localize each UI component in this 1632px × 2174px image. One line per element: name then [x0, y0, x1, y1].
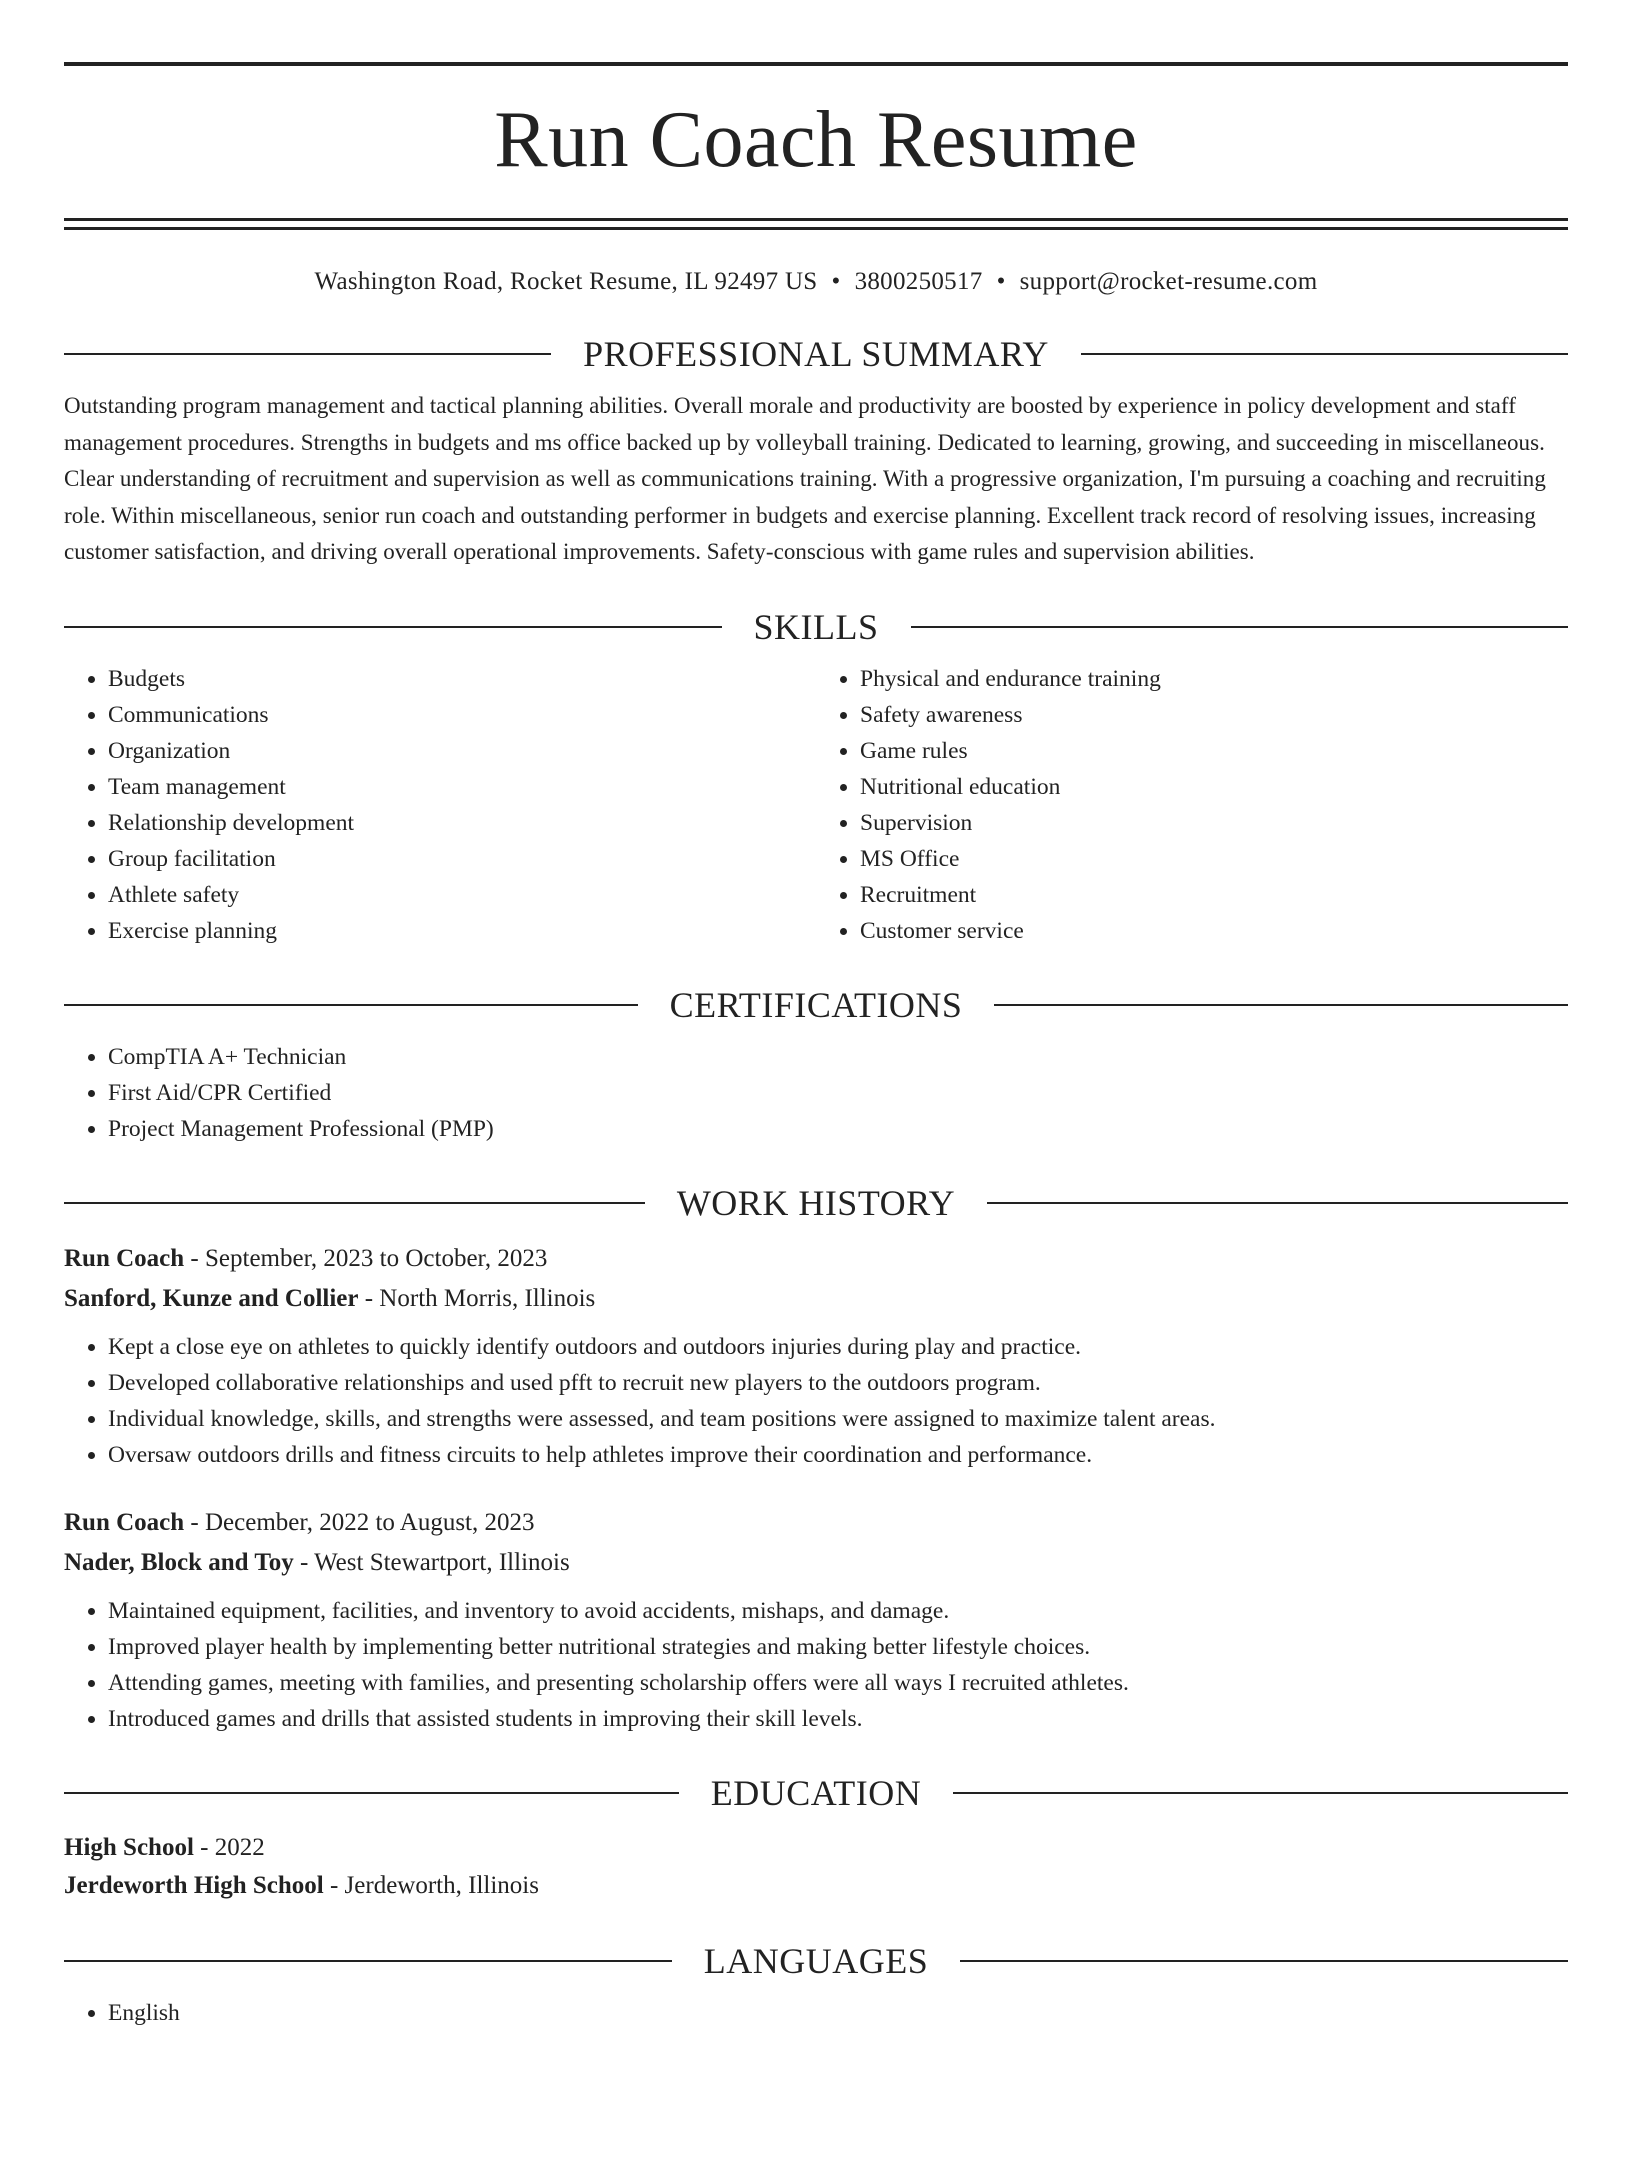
summary-heading: PROFESSIONAL SUMMARY — [583, 334, 1049, 374]
job-location: - West Stewartport, Illinois — [293, 1548, 570, 1576]
skill-item: • Safety awareness — [860, 697, 1568, 733]
job-entry — [64, 1503, 1568, 1737]
section-heading-summary — [64, 332, 1568, 376]
section-heading-languages — [64, 1939, 1568, 1983]
skill-item: • Budgets — [108, 661, 816, 697]
skill-item: • Game rules — [860, 733, 1568, 769]
job-location: - North Morris, Illinois — [358, 1284, 596, 1312]
job-bullet: • Introduced games and drills that assisted students in improving their skill levels. — [108, 1701, 1568, 1737]
job-bullet: • Kept a close eye on athletes to quickly identify outdoors and outdoors injuries during play and practice. — [108, 1329, 1568, 1365]
skill-item: • Organization — [108, 733, 816, 769]
skill-item: • Supervision — [860, 805, 1568, 841]
languages-heading: LANGUAGES — [703, 1940, 929, 1981]
section-heading-skills — [64, 605, 1568, 649]
job-company-line — [64, 1543, 1568, 1583]
heading-rule-right — [911, 626, 1569, 628]
skills-heading: SKILLS — [753, 606, 879, 647]
resume-page — [0, 62, 1632, 2174]
certifications-heading: CERTIFICATIONS — [669, 984, 963, 1025]
title-double-rule — [64, 218, 1568, 230]
job-bullets — [64, 1593, 1568, 1737]
certifications-block — [64, 1039, 1568, 1147]
education-location: - Jerdeworth, Illinois — [323, 1871, 539, 1899]
contact-separator: • — [996, 268, 1006, 295]
job-title-line — [64, 1239, 1568, 1279]
skill-item: • Athlete safety — [108, 877, 816, 913]
job-title-line — [64, 1503, 1568, 1543]
certification-item: • CompTIA A+ Technician — [108, 1039, 1568, 1075]
education-degree-line — [64, 1829, 1568, 1867]
section-heading-work — [64, 1181, 1568, 1225]
education-school-line — [64, 1867, 1568, 1905]
resume-title: Run Coach Resume — [494, 96, 1138, 184]
job-bullet: • Oversaw outdoors drills and fitness circuits to help athletes improve their coordination and performance. — [108, 1437, 1568, 1473]
heading-rule-right — [960, 1960, 1568, 1962]
heading-rule-left — [64, 1792, 679, 1794]
language-item: • English — [108, 1995, 1568, 2031]
contact-separator: • — [831, 268, 841, 295]
languages-list — [64, 1995, 1568, 2031]
job-title: Run Coach — [64, 1508, 185, 1536]
job-bullet: • Attending games, meeting with families, and presenting scholarship offers were all ways I recruited athletes. — [108, 1665, 1568, 1701]
education-heading: EDUCATION — [710, 1772, 922, 1813]
work-heading: WORK HISTORY — [676, 1182, 956, 1223]
skill-item: • Relationship development — [108, 805, 816, 841]
job-company: Nader, Block and Toy — [64, 1548, 294, 1576]
job-dates: - September, 2023 to October, 2023 — [184, 1244, 548, 1272]
job-bullets — [64, 1329, 1568, 1473]
heading-rule-left — [64, 626, 722, 628]
section-heading-education — [64, 1771, 1568, 1815]
heading-rule-left — [64, 1004, 638, 1006]
job-entry — [64, 1239, 1568, 1473]
contact-phone: 3800250517 — [854, 268, 983, 295]
job-company: Sanford, Kunze and Collier — [64, 1284, 359, 1312]
summary-text: Outstanding program management and tactical planning abilities. Overall morale and productivity are boosted by experience in policy development and staff management procedures. Strengths in budgets and ms office backed up by volleyball training. Dedicated to learning, growing, and succeeding in miscellaneous. Clear understanding of recruitment and supervision as well as communications training. With a progressive organization, I'm pursuing a coaching and recruiting role. Within miscellaneous, senior run coach and outstanding performer in budgets and exercise planning. Excellent track record of resolving issues, increasing customer satisfaction, and driving overall operational improvements. Safety-conscious with game rules and supervision abilities. — [64, 393, 1546, 564]
job-bullet: • Improved player health by implementing better nutritional strategies and making better lifestyle choices. — [108, 1629, 1568, 1665]
education-year: - 2022 — [193, 1833, 265, 1861]
heading-rule-right — [953, 1792, 1568, 1794]
job-bullet: • Individual knowledge, skills, and strengths were assessed, and team positions were assigned to maximize talent areas. — [108, 1401, 1568, 1437]
heading-rule-left — [64, 1202, 645, 1204]
section-heading-certifications — [64, 983, 1568, 1027]
skill-item: • Recruitment — [860, 877, 1568, 913]
job-bullet: • Developed collaborative relationships and used pfft to recruit new players to the outdoors program. — [108, 1365, 1568, 1401]
top-rule — [64, 62, 1568, 66]
skill-item: • Team management — [108, 769, 816, 805]
job-title: Run Coach — [64, 1244, 185, 1272]
skill-item: • Communications — [108, 697, 816, 733]
skill-item: • MS Office — [860, 841, 1568, 877]
skill-item: • Customer service — [860, 913, 1568, 949]
skills-list-right — [816, 661, 1568, 949]
languages-block — [64, 1995, 1568, 2031]
skills-columns — [64, 661, 1568, 949]
education-school: Jerdeworth High School — [64, 1871, 324, 1899]
heading-rule-left — [64, 1960, 672, 1962]
contact-email: support@rocket-resume.com — [1019, 268, 1318, 295]
job-bullet: • Maintained equipment, facilities, and inventory to avoid accidents, mishaps, and damage. — [108, 1593, 1568, 1629]
heading-rule-right — [987, 1202, 1568, 1204]
certifications-list — [64, 1039, 1568, 1147]
heading-rule-left — [64, 353, 551, 355]
contact-line — [64, 266, 1568, 298]
education-degree: High School — [64, 1833, 194, 1861]
education-entry — [64, 1829, 1568, 1905]
skill-item: • Nutritional education — [860, 769, 1568, 805]
contact-address: Washington Road, Rocket Resume, IL 92497 US — [314, 268, 818, 295]
skill-item: • Exercise planning — [108, 913, 816, 949]
skill-item: • Group facilitation — [108, 841, 816, 877]
certification-item: • Project Management Professional (PMP) — [108, 1111, 1568, 1147]
certification-item: • First Aid/CPR Certified — [108, 1075, 1568, 1111]
heading-rule-right — [1081, 353, 1568, 355]
skills-list-left — [64, 661, 816, 949]
job-company-line — [64, 1279, 1568, 1319]
heading-rule-right — [994, 1004, 1568, 1006]
skill-item: • Physical and endurance training — [860, 661, 1568, 697]
job-dates: - December, 2022 to August, 2023 — [184, 1508, 535, 1536]
